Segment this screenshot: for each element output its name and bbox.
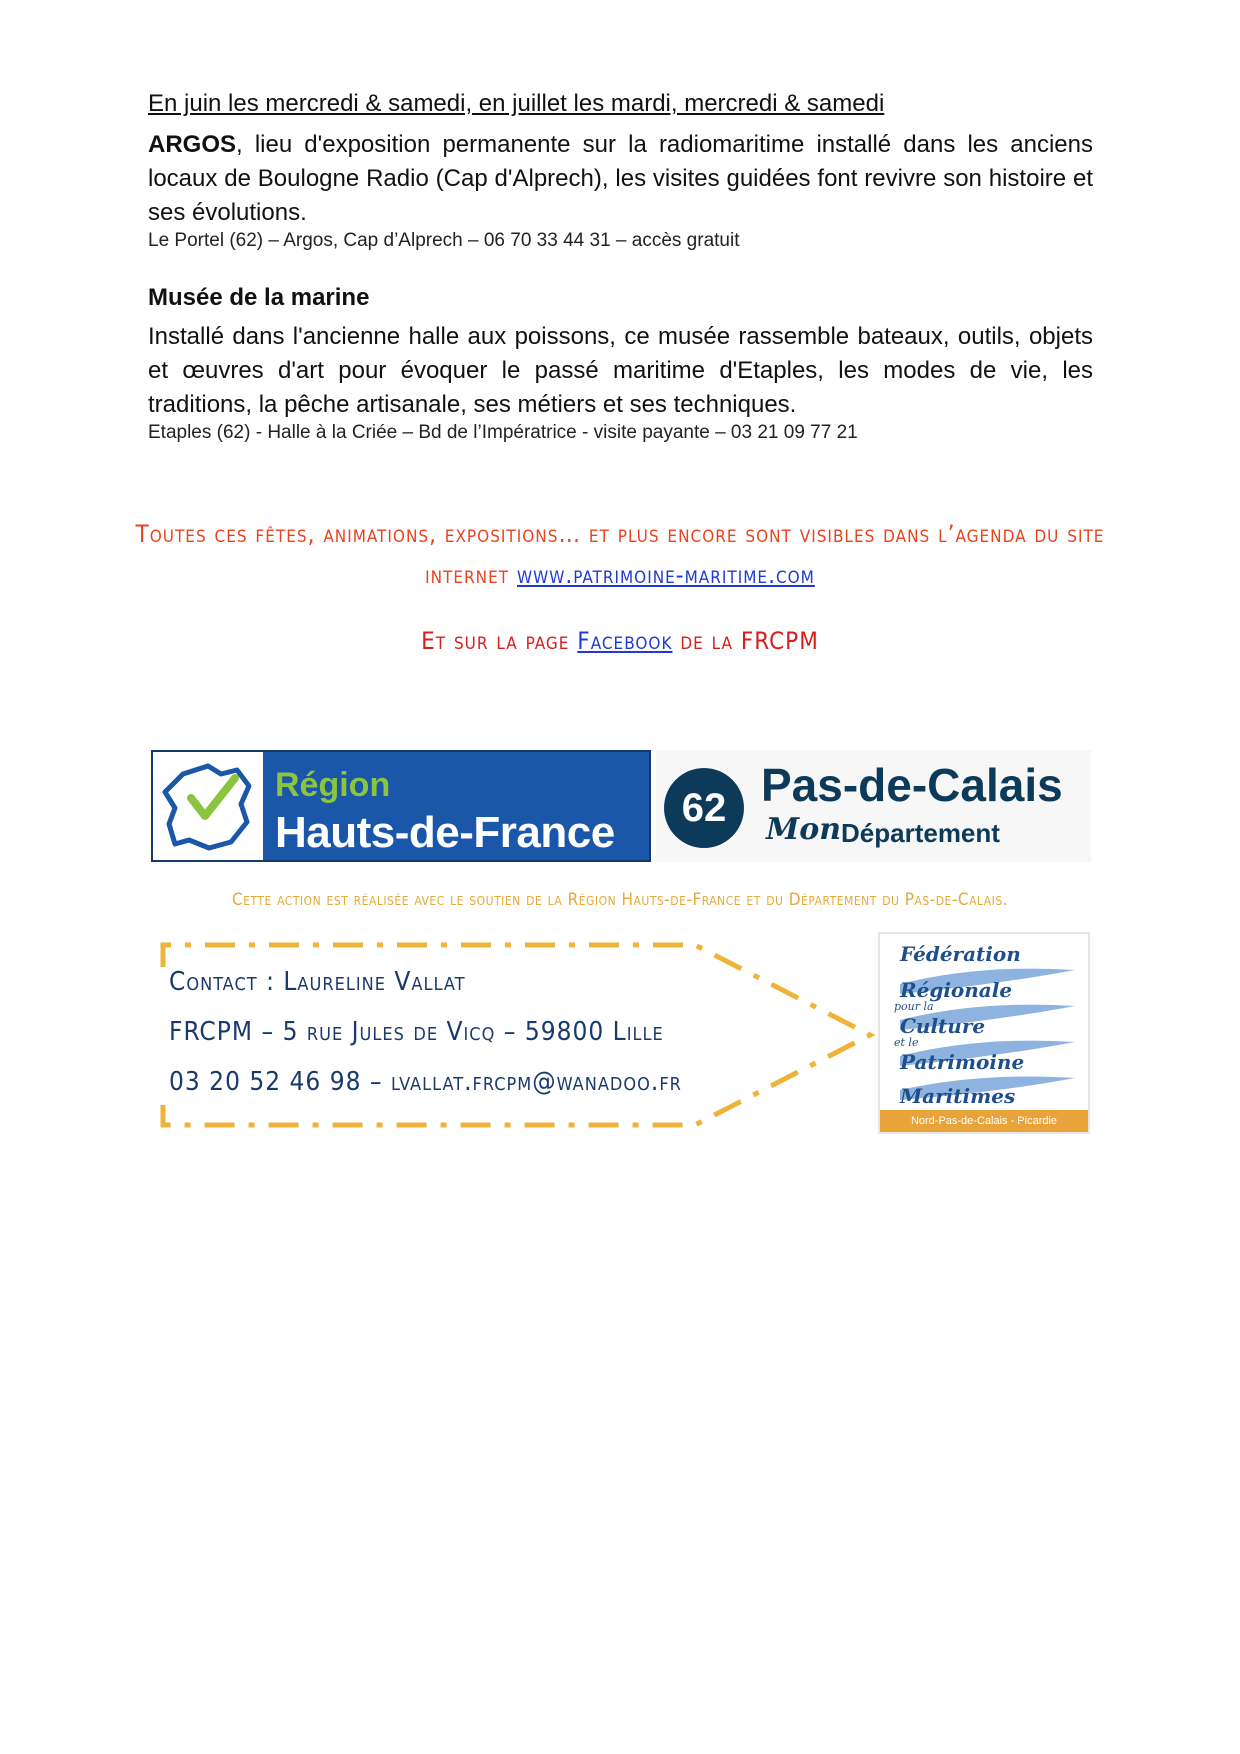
contact-phone-email[interactable]: 03 20 52 46 98 – lvallat.frcpm@wanadoo.fr [169,1067,682,1097]
frcpm-logo [878,932,1090,1134]
region-name: Hauts-de-France [275,808,615,857]
frcpm-regionale: Régionale [900,978,1013,1002]
frcpm-pour-la: pour la [894,1000,934,1013]
department-label: Département [841,818,1000,848]
department-mon: Mon [766,812,842,847]
promo-line-3 [130,627,1110,655]
schedule-line: En juin les mercredi & samedi, en juillet les mardi, mercredi & samedi [148,90,885,117]
support-line: Cette action est réalisée avec le soutien de la Région Hauts-de-France et du Département du Pas-de-Calais. [231,890,1009,910]
contact-name: Contact : Laureline Vallat [169,967,466,997]
frcpm-maritimes: Maritimes [900,1084,1016,1108]
musee-title: Musée de la marine [148,284,370,311]
region-logo [151,750,651,862]
promo-internet-label: internet [425,561,517,589]
website-link[interactable]: www.patrimoine-maritime.com [516,561,815,589]
region-label: Région [275,766,391,804]
facebook-link[interactable]: Facebook [577,627,673,655]
frcpm-et-le: et le [894,1036,919,1049]
department-logo [656,750,1091,862]
promo-frcpm-label: de la FRCPM [672,627,819,655]
contact-address: FRCPM – 5 rue Jules de Vicq – 59800 Lille [169,1017,664,1047]
argos-name: ARGOS [148,131,237,158]
department-name: Pas-de-Calais [761,759,1063,811]
argos-description: , lieu d'exposition permanente sur la radiomaritime installé dans les anciens locaux de Boulogne Radio (Cap d'Alprech), les visites guidées font revivre son histoire et ses évolutions. [148,131,1093,226]
promo-line-2 [130,561,1110,589]
sponsor-logos [151,750,1091,862]
promo-line-1: Toutes ces fêtes, animations, expositions… et plus encore sont visibles dans l’agenda du site [135,520,1105,548]
argos-paragraph [148,128,1093,230]
musee-description: Installé dans l'ancienne halle aux poissons, ce musée rassemble bateaux, outils, objets et œuvres d'art pour évoquer le passé maritime d'Etaples, les modes de vie, les traditions, la pêche artisanale, ses métiers et ses techniques. [148,323,1093,418]
promo-page-label: Et sur la page [421,627,578,655]
contact-box [155,935,875,1135]
department-number: 62 [664,768,744,848]
france-map-icon [153,752,263,860]
frcpm-footer: Nord-Pas-de-Calais - Picardie [880,1110,1088,1132]
frcpm-culture: Culture [900,1014,986,1038]
frcpm-patrimoine: Patrimoine [900,1050,1025,1074]
musee-details: Etaples (62) - Halle à la Criée – Bd de l’Impératrice - visite payante – 03 21 09 77 21 [148,422,858,443]
frcpm-federation: Fédération [900,942,1021,966]
argos-details: Le Portel (62) – Argos, Cap d’Alprech – 06 70 33 44 31 – accès gratuit [148,230,740,251]
